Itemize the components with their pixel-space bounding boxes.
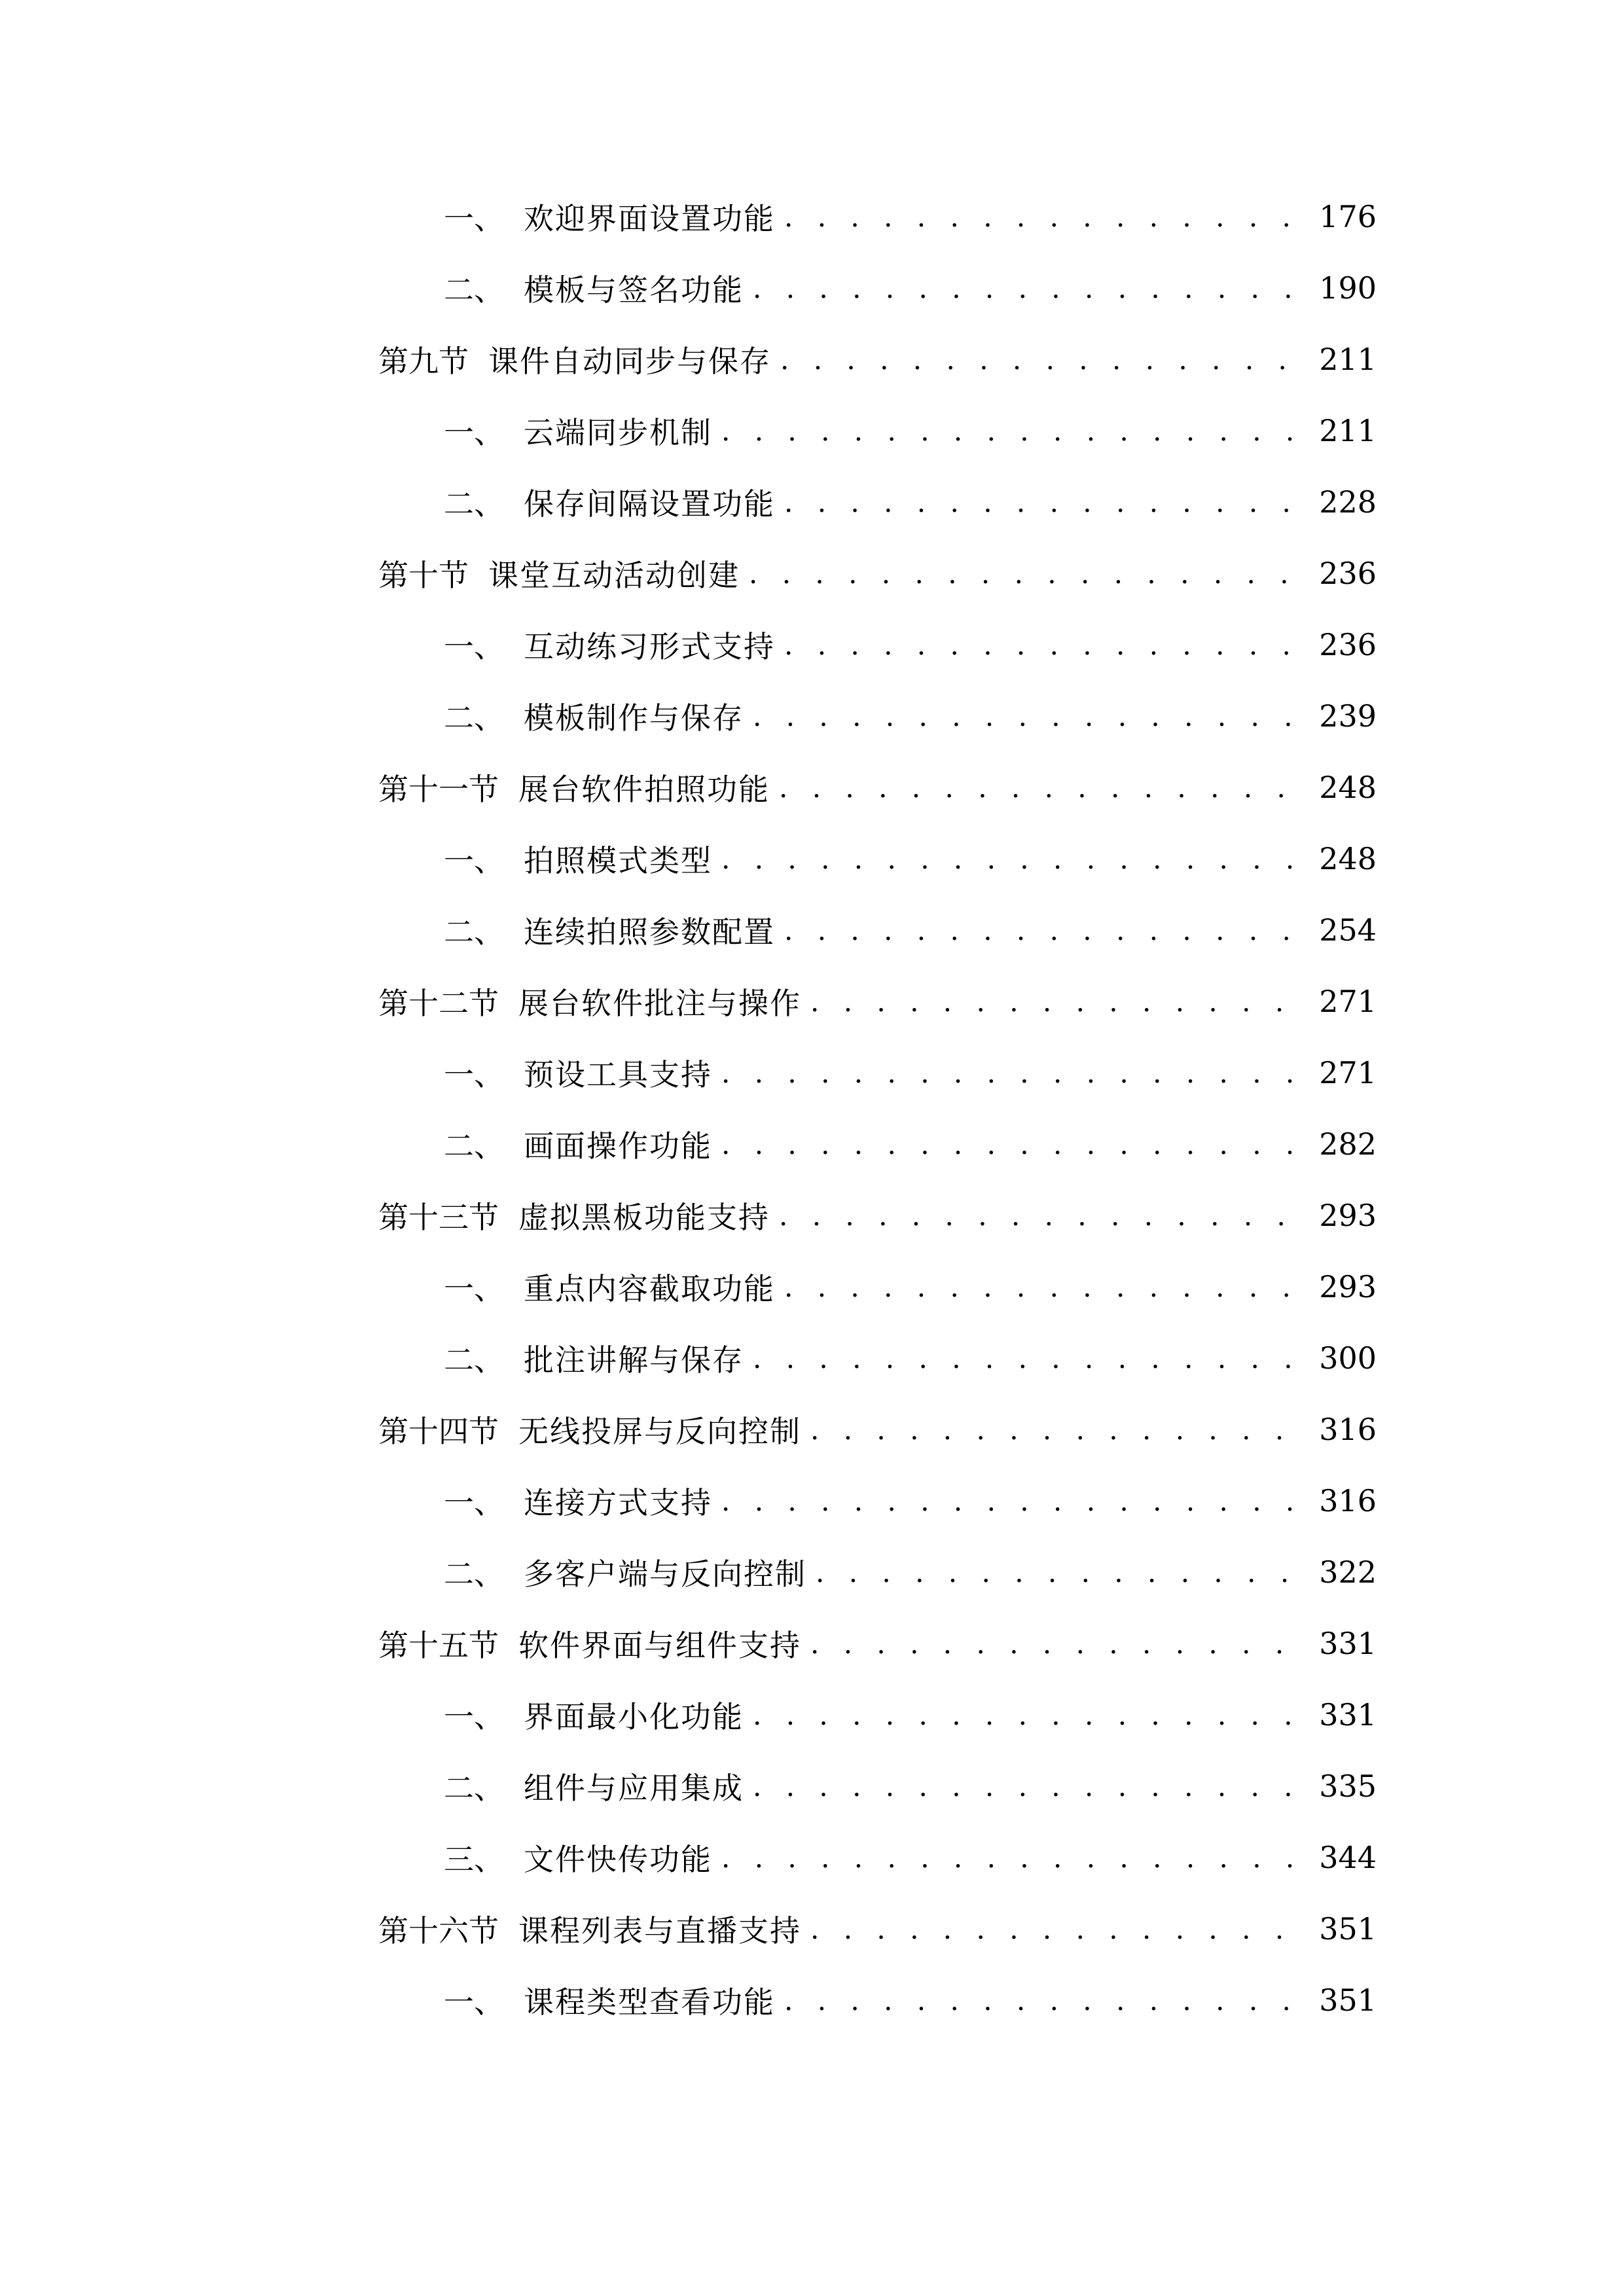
toc-entry-title: 课程类型查看功能 xyxy=(524,1984,775,2020)
dot-leader xyxy=(784,629,1308,661)
toc-entry-title: 课程列表与直播支持 xyxy=(518,1913,801,1948)
dot-leader xyxy=(753,272,1308,304)
toc-entry-page: 316 xyxy=(1319,1483,1377,1518)
toc-entry-title: 拍照模式类型 xyxy=(524,843,712,878)
toc-entry-page: 236 xyxy=(1319,627,1377,662)
toc-entry-number: 二、 xyxy=(444,700,504,736)
dot-leader xyxy=(784,1271,1308,1303)
dot-leader xyxy=(753,700,1308,732)
toc-entry-number: 第九节 xyxy=(378,344,469,379)
toc-entry-page: 322 xyxy=(1319,1554,1377,1590)
toc-entry-number: 第十节 xyxy=(378,558,469,593)
toc-entry-number: 第十四节 xyxy=(378,1414,499,1449)
dot-leader xyxy=(721,1485,1308,1517)
dot-leader xyxy=(753,1342,1308,1374)
toc-entry-page: 190 xyxy=(1319,270,1377,306)
toc-entry-number: 一、 xyxy=(444,1057,504,1092)
toc-entry-title: 虚拟黑板功能支持 xyxy=(518,1200,770,1235)
toc-entry-page: 331 xyxy=(1319,1697,1377,1732)
toc-entry-title: 模板制作与保存 xyxy=(524,700,744,736)
toc-entry-page: 293 xyxy=(1319,1198,1377,1233)
dot-leader xyxy=(721,1128,1308,1160)
toc-entry-page: 331 xyxy=(1319,1626,1377,1661)
toc-entry-number: 二、 xyxy=(444,1556,504,1592)
toc-entry-title: 文件快传功能 xyxy=(524,1842,712,1877)
toc-entry-page: 271 xyxy=(1319,1055,1377,1090)
toc-entry-title: 界面最小化功能 xyxy=(524,1699,744,1734)
toc-entry[interactable] xyxy=(444,904,1377,956)
toc-entry-title: 无线投屏与反向控制 xyxy=(518,1414,801,1449)
toc-entry-page: 293 xyxy=(1319,1269,1377,1304)
dot-leader xyxy=(784,914,1308,946)
toc-entry-number: 一、 xyxy=(444,415,504,450)
toc-entry-title: 软件界面与组件支持 xyxy=(518,1628,801,1663)
toc-entry[interactable] xyxy=(444,476,1377,528)
dot-leader xyxy=(780,344,1308,376)
toc-entry-number: 第十三节 xyxy=(378,1200,499,1235)
toc-entry-number: 二、 xyxy=(444,486,504,522)
toc-entry[interactable] xyxy=(444,404,1377,457)
toc-entry-title: 重点内容截取功能 xyxy=(524,1271,775,1306)
toc-entry-title: 欢迎界面设置功能 xyxy=(524,201,775,236)
toc-entry-page: 344 xyxy=(1319,1840,1377,1875)
toc-entry-page: 248 xyxy=(1319,841,1377,876)
toc-entry-title: 云端同步机制 xyxy=(524,415,712,450)
toc-entry-section[interactable] xyxy=(378,1617,1377,1670)
dot-leader xyxy=(721,415,1308,447)
toc-entry-page: 239 xyxy=(1319,698,1377,734)
toc-entry-section[interactable] xyxy=(378,761,1377,814)
toc-entry[interactable] xyxy=(444,262,1377,314)
toc-entry-section[interactable] xyxy=(378,1903,1377,1955)
toc-entry-page: 211 xyxy=(1319,342,1377,377)
toc-entry[interactable] xyxy=(444,1047,1377,1099)
toc-entry-number: 二、 xyxy=(444,914,504,950)
toc-entry-title: 连接方式支持 xyxy=(524,1485,712,1520)
toc-entry[interactable] xyxy=(444,1689,1377,1741)
toc-entry[interactable] xyxy=(444,1332,1377,1384)
toc-entry-title: 保存间隔设置功能 xyxy=(524,486,775,522)
dot-leader xyxy=(816,1556,1308,1588)
toc-entry-number: 二、 xyxy=(444,272,504,308)
toc-entry[interactable] xyxy=(444,1974,1377,2026)
dot-leader xyxy=(810,1414,1308,1446)
toc-entry-title: 展台软件拍照功能 xyxy=(518,772,770,807)
toc-entry-number: 第十五节 xyxy=(378,1628,499,1663)
toc-entry-title: 模板与签名功能 xyxy=(524,272,744,308)
dot-leader xyxy=(784,201,1308,233)
toc-entry-title: 组件与应用集成 xyxy=(524,1770,744,1806)
toc-entry[interactable] xyxy=(444,690,1377,742)
toc-entry-page: 248 xyxy=(1319,770,1377,805)
dot-leader xyxy=(810,1628,1308,1660)
toc-entry-section[interactable] xyxy=(378,1403,1377,1456)
toc-entry-page: 351 xyxy=(1319,1911,1377,1946)
toc-entry-section[interactable] xyxy=(378,547,1377,600)
toc-entry[interactable] xyxy=(444,1118,1377,1170)
toc-entry-page: 254 xyxy=(1319,912,1377,948)
toc-entry-number: 一、 xyxy=(444,1485,504,1520)
toc-entry-title: 预设工具支持 xyxy=(524,1057,712,1092)
toc-entry-number: 第十二节 xyxy=(378,986,499,1021)
toc-entry-number: 第十六节 xyxy=(378,1913,499,1948)
toc-entry-number: 第十一节 xyxy=(378,772,499,807)
dot-leader xyxy=(749,558,1308,590)
dot-leader xyxy=(721,843,1308,875)
toc-entry-section[interactable] xyxy=(378,1189,1377,1242)
toc-entry-section[interactable] xyxy=(378,975,1377,1028)
toc-entry-page: 335 xyxy=(1319,1768,1377,1804)
toc-entry-page: 228 xyxy=(1319,484,1377,520)
dot-leader xyxy=(784,486,1308,518)
dot-leader xyxy=(753,1699,1308,1731)
toc-entry-title: 多客户端与反向控制 xyxy=(524,1556,806,1592)
toc-entry-page: 316 xyxy=(1319,1412,1377,1447)
dot-leader xyxy=(779,772,1308,804)
toc-entry-title: 展台软件批注与操作 xyxy=(518,986,801,1021)
toc-entry-number: 一、 xyxy=(444,201,504,236)
dot-leader xyxy=(810,986,1308,1018)
toc-entry-section[interactable] xyxy=(378,333,1377,386)
toc-entry-page: 351 xyxy=(1319,1982,1377,2018)
toc-entry-title: 互动练习形式支持 xyxy=(524,629,775,664)
toc-entry-number: 一、 xyxy=(444,1984,504,2020)
toc-entry[interactable] xyxy=(444,619,1377,671)
toc-entry-page: 176 xyxy=(1319,199,1377,234)
toc-entry-number: 一、 xyxy=(444,629,504,664)
toc-entry-page: 282 xyxy=(1319,1126,1377,1162)
toc-entry-title: 连续拍照参数配置 xyxy=(524,914,775,950)
toc-entry[interactable] xyxy=(444,190,1377,243)
toc-entry-number: 一、 xyxy=(444,1271,504,1306)
toc-entry-title: 批注讲解与保存 xyxy=(524,1342,744,1378)
toc-entry[interactable] xyxy=(444,1831,1377,1884)
toc-entry-title: 课堂互动活动创建 xyxy=(488,558,740,593)
toc-entry-title: 课件自动同步与保存 xyxy=(488,344,771,379)
dot-leader xyxy=(753,1770,1308,1803)
toc-entry-number: 一、 xyxy=(444,843,504,878)
toc-entry[interactable] xyxy=(444,1475,1377,1527)
toc-entry-number: 二、 xyxy=(444,1342,504,1378)
toc-entry-title: 画面操作功能 xyxy=(524,1128,712,1164)
dot-leader xyxy=(721,1842,1308,1874)
toc-entry-page: 236 xyxy=(1319,556,1377,591)
toc-entry-number: 二、 xyxy=(444,1128,504,1164)
toc-entry[interactable] xyxy=(444,833,1377,885)
toc-entry-number: 三、 xyxy=(444,1842,504,1877)
toc-entry[interactable] xyxy=(444,1546,1377,1598)
dot-leader xyxy=(779,1200,1308,1232)
toc-entry-page: 271 xyxy=(1319,984,1377,1019)
toc-entry[interactable] xyxy=(444,1760,1377,1812)
toc-entry-page: 300 xyxy=(1319,1340,1377,1376)
dot-leader xyxy=(721,1057,1308,1089)
toc-entry-page: 211 xyxy=(1319,413,1377,448)
toc-entry-number: 二、 xyxy=(444,1770,504,1806)
toc-entry[interactable] xyxy=(444,1261,1377,1313)
dot-leader xyxy=(784,1984,1308,2017)
toc-entry-number: 一、 xyxy=(444,1699,504,1734)
dot-leader xyxy=(810,1913,1308,1945)
